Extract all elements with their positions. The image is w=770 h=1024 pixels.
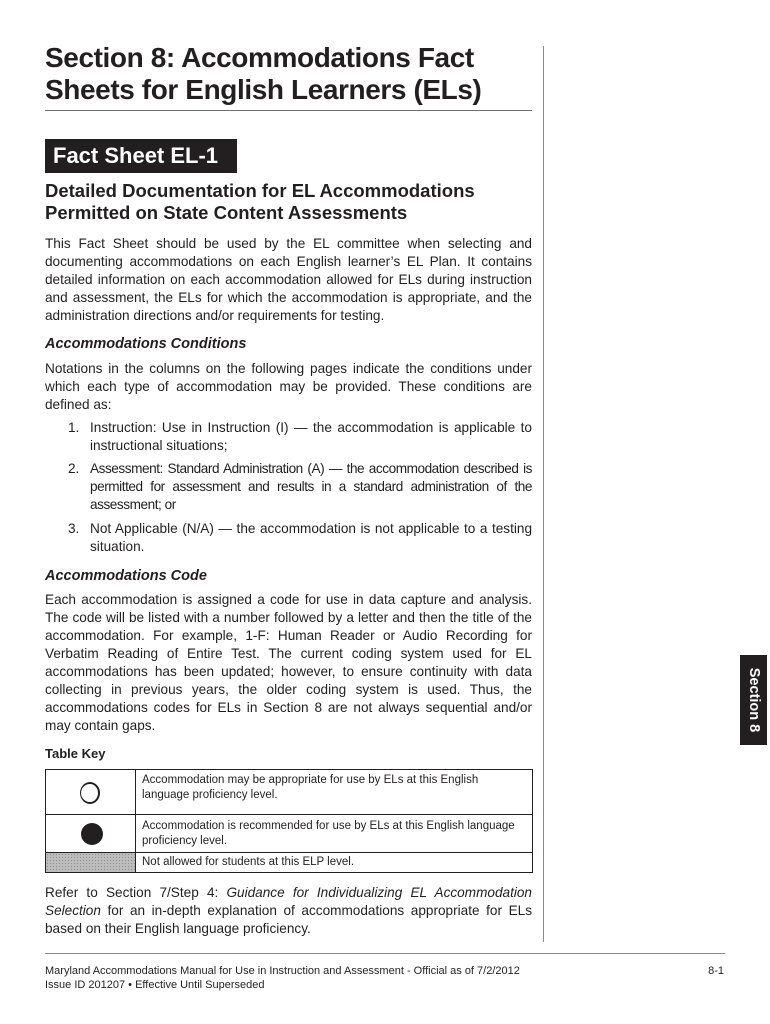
table-key-row bbox=[46, 853, 532, 872]
filled-circle-icon bbox=[81, 823, 103, 845]
open-circle-icon bbox=[80, 782, 100, 804]
list-text: Instruction: Use in Instruction (I) — the accommodation is applicable to instructional situations; bbox=[90, 420, 532, 453]
list-number: 3. bbox=[68, 521, 80, 536]
vertical-divider bbox=[543, 46, 544, 942]
code-paragraph: Each accommodation is assigned a code for use in data capture and analysis. The code will be listed with a number followed by a letter and then the title of the accommodation. For example, 1-F: Human Reader or Audio Recording for Verbatim Reading of Entire Test. The current coding system used for EL accommodations has been updated; however, to ensure continuity with data collecting in previous years, the older coding system is used. Thus, the accommodations codes for ELs in Section 8 are not always sequential and/or may contain gaps. bbox=[45, 592, 532, 733]
list-number: 1. bbox=[68, 420, 80, 435]
refer-paragraph bbox=[45, 884, 532, 938]
document-heading bbox=[45, 180, 532, 224]
key-symbol-cell bbox=[46, 815, 136, 852]
page-number: 8-1 bbox=[708, 965, 724, 977]
footer-divider bbox=[45, 953, 725, 954]
condition-item-assessment bbox=[68, 460, 532, 514]
section-side-tab bbox=[740, 655, 767, 745]
table-key-row bbox=[46, 815, 532, 853]
refer-text-start: Refer to Section 7/Step 4: bbox=[45, 885, 227, 900]
refer-guidance-title: Guidance for Individualizing EL Accommodation Selection bbox=[45, 885, 532, 918]
footer-issue-id: Issue ID 201207 • Effective Until Superseded bbox=[45, 979, 265, 991]
list-text: Not Applicable (N/A) — the accommodation is not applicable to a testing situation. bbox=[90, 521, 532, 554]
refer-text-end: for an in-depth explanation of accommodations appropriate for ELs based on their English language proficiency. bbox=[45, 903, 532, 936]
section-title-line-1: Section 8: Accommodations Fact bbox=[45, 42, 474, 73]
table-key bbox=[45, 769, 533, 873]
key-description: Accommodation is recommended for use by ELs at this English language proficiency level. bbox=[142, 820, 515, 847]
list-text: Assessment: Standard Administration (A) — the accommodation described is permitted for assessment and results in a standard administration of the assessment; or bbox=[90, 461, 532, 512]
key-description: Not allowed for students at this ELP level. bbox=[142, 856, 355, 868]
document-heading-line-2: Permitted on State Content Assessments bbox=[45, 202, 408, 223]
conditions-intro: Notations in the columns on the following pages indicate the conditions under which each type of accommodation may be provided. These conditions are defined as: bbox=[45, 361, 532, 412]
key-symbol-cell bbox=[46, 853, 136, 872]
table-key-row bbox=[46, 770, 532, 815]
list-number: 2. bbox=[68, 461, 80, 476]
key-description: Accommodation may be appropriate for use by ELs at this English language proficiency level. bbox=[142, 774, 479, 801]
code-heading: Accommodations Code bbox=[45, 568, 207, 584]
condition-item-instruction bbox=[68, 419, 532, 455]
section-title-line-2: Sheets for English Learners (ELs) bbox=[45, 74, 482, 105]
conditions-heading: Accommodations Conditions bbox=[45, 336, 247, 352]
table-key-label: Table Key bbox=[45, 746, 106, 761]
intro-paragraph: This Fact Sheet should be used by the EL committee when selecting and documenting accommodations on each English learner’s EL Plan. It contains detailed information on each accommodation allowed for ELs during instruction and assessment, the ELs for which the accommodation is appropriate, and the administration directions and/or requirements for testing. bbox=[45, 236, 532, 323]
document-heading-line-1: Detailed Documentation for EL Accommodations bbox=[45, 180, 475, 201]
section-side-tab-label: Section 8 bbox=[745, 667, 762, 733]
section-title bbox=[45, 42, 532, 111]
footer-manual-title: Maryland Accommodations Manual for Use in Instruction and Assessment - Official as of 7/2/2012 bbox=[45, 965, 520, 977]
condition-item-not-applicable bbox=[68, 520, 532, 556]
fact-sheet-badge: Fact Sheet EL-1 bbox=[45, 139, 237, 173]
key-symbol-cell bbox=[46, 770, 136, 814]
